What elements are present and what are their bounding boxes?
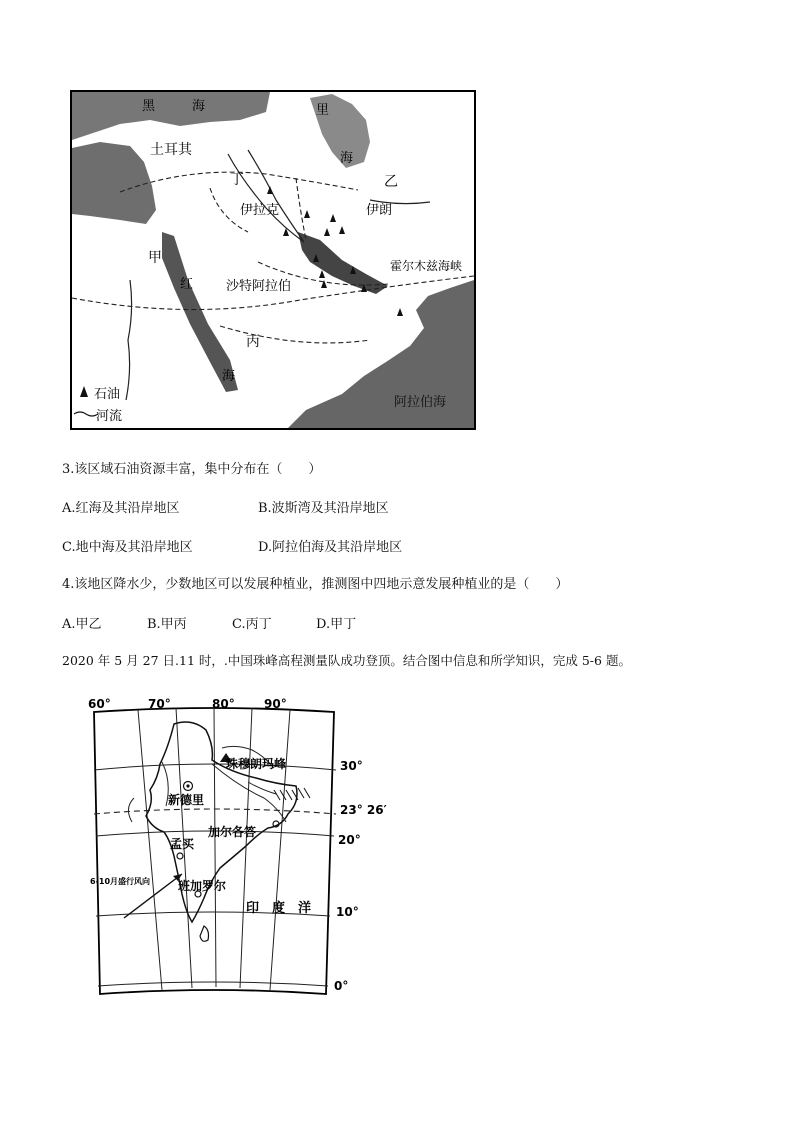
q4-stem: 4.该地区降水少，少数地区可以发展种植业，推测图中四地示意发展种植业的是（ ） bbox=[62, 577, 569, 592]
lat-2326: 23° 26′ bbox=[340, 803, 387, 817]
label-ocean-3: 洋 bbox=[298, 901, 312, 916]
lat-30: 30° bbox=[340, 759, 363, 773]
south-asia-map bbox=[88, 697, 387, 1000]
label-jia: 甲 bbox=[148, 250, 162, 266]
label-caspian-2: 海 bbox=[340, 151, 354, 166]
q3-option-d: D.阿拉伯海及其沿岸地区 bbox=[258, 540, 403, 555]
label-yi: 乙 bbox=[384, 174, 398, 190]
label-hormuz: 霍尔木兹海峡 bbox=[390, 259, 463, 273]
lat-10: 10° bbox=[336, 905, 359, 919]
label-delhi: 新德里 bbox=[168, 793, 205, 807]
q4-option-c: C.丙丁 bbox=[232, 617, 272, 632]
label-iraq: 伊拉克 bbox=[240, 203, 280, 218]
label-ocean-2: 度 bbox=[272, 901, 286, 916]
label-everest: 珠穆朗玛峰 bbox=[226, 757, 287, 771]
label-ding: 丁 bbox=[230, 172, 244, 188]
label-kolkata: 加尔各答 bbox=[208, 825, 257, 839]
q3-option-a: A.红海及其沿岸地区 bbox=[62, 501, 180, 516]
lat-20: 20° bbox=[338, 833, 361, 847]
intro-5-6: 2020 年 5 月 27 日.11 时，.中国珠峰高程测量队成功登顶。结合图中信息和所学知识，完成 5-6 题。 bbox=[62, 653, 631, 668]
label-saudi: 沙特阿拉伯 bbox=[226, 279, 292, 294]
q3-option-c: C.地中海及其沿岸地区 bbox=[62, 540, 193, 555]
legend-oil: 石油 bbox=[94, 387, 121, 402]
label-ocean-1: 印 bbox=[246, 901, 260, 916]
legend-river: 河流 bbox=[96, 409, 123, 424]
label-iran: 伊朗 bbox=[366, 203, 393, 218]
q3-option-b: B.波斯湾及其沿岸地区 bbox=[258, 501, 389, 516]
label-bing: 丙 bbox=[246, 334, 260, 350]
label-caspian: 里 bbox=[316, 103, 330, 118]
q4-option-b: B.甲丙 bbox=[147, 617, 187, 632]
label-arabian-sea: 阿拉伯海 bbox=[394, 395, 447, 410]
label-black-sea: 黑 bbox=[142, 99, 156, 114]
middle-east-map bbox=[70, 90, 476, 430]
label-red-sea-1: 红 bbox=[180, 277, 194, 292]
lon-60: 60° bbox=[88, 697, 111, 711]
lat-0: 0° bbox=[334, 979, 349, 993]
label-red-sea-2: 海 bbox=[222, 369, 236, 384]
label-turkey: 土耳其 bbox=[150, 142, 192, 158]
q4-option-a: A.甲乙 bbox=[62, 617, 102, 632]
label-black-sea-2: 海 bbox=[192, 99, 206, 114]
label-wind: 6-10月盛行风向 bbox=[90, 877, 151, 886]
label-bangalore: 班加罗尔 bbox=[178, 879, 227, 893]
label-mumbai: 孟买 bbox=[170, 837, 195, 851]
lon-90: 90° bbox=[264, 697, 287, 711]
q3-stem: 3.该区域石油资源丰富，集中分布在（ ） bbox=[62, 462, 322, 477]
q4-option-d: D.甲丁 bbox=[316, 617, 357, 632]
lon-80: 80° bbox=[212, 697, 235, 711]
lon-70: 70° bbox=[148, 697, 171, 711]
